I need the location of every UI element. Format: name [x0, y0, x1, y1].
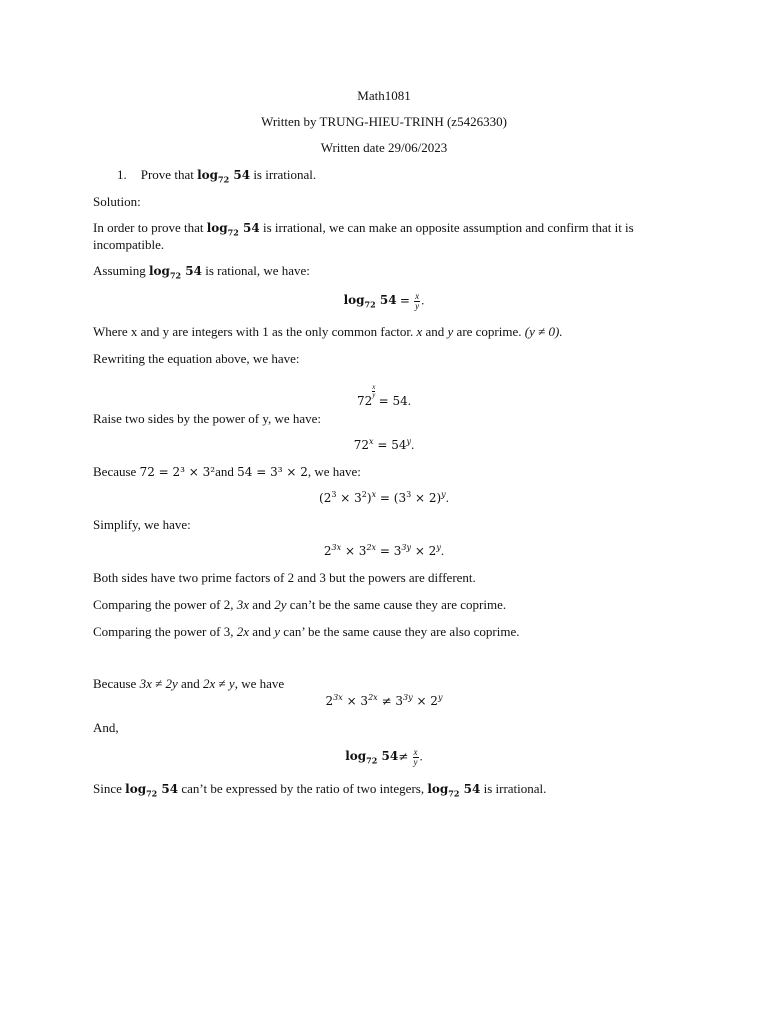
- log-expression: $\log_{72} 54$: [148, 264, 202, 281]
- assumption-line: Assuming $\log_{72} 54$ is rational, we have:: [93, 263, 310, 281]
- intro-paragraph-line2: incompatible.: [93, 237, 165, 252]
- course-title: Math1081: [357, 88, 411, 103]
- equation-power-form: 72 $\frac{x}{y}$ = 54.: [356, 383, 412, 408]
- conclusion-line: Since $\log_{72} 54$ can’t be expressed by the ratio of two integers, $\log_{72} 54$ is irrational.: [93, 781, 547, 799]
- simplify-line: Simplify, we have:: [93, 517, 191, 532]
- intro-paragraph-line1: In order to prove that $\log_{72} 54$ is irrational, we can make an opposite assumption and confirm that it is: [93, 220, 634, 238]
- prime-factors-line: Both sides have two prime factors of 2 and 3 but the powers are different.: [93, 570, 476, 585]
- rewrite-line: Rewriting the equation above, we have:: [93, 351, 300, 366]
- log-expression: $\log_{72} 54$: [206, 221, 260, 238]
- and-label: And,: [93, 720, 119, 735]
- equation-log-ratio: $\log_{72} 54$ = $\frac{x}{y}$ .: [343, 291, 425, 311]
- where-line: Where x and y are integers with 1 as the only common factor. x and y are coprime. (y ≠ 0).: [93, 324, 563, 339]
- log-expression: $\log_{72} 54$: [125, 782, 179, 799]
- question-number: 1.: [117, 167, 127, 182]
- inequality-statement-line: Because 3x ≠ 2y and 2x ≠ y, we have: [93, 676, 285, 691]
- author-line: Written by TRUNG-HIEU-TRINH (z5426330): [261, 114, 507, 129]
- compare-power-3-line: Comparing the power of 3, 2x and y can’ be the same cause they are also coprime.: [93, 624, 520, 639]
- question-prefix: Prove that: [140, 167, 198, 182]
- fraction-x-over-y: $\frac{x}{y}$: [415, 291, 420, 311]
- question-item: [117, 167, 316, 183]
- equation-simplified: $2^{3x} \times 3^{2x} = 3^{3y} \times 2^y$.: [323, 543, 445, 558]
- raise-line: Raise two sides by the power of y, we have:: [93, 411, 322, 426]
- log-expression: $\log_{72} 54$: [427, 782, 481, 799]
- inequality-log-ratio: $\log_{72} 54\ne$ $\frac{x}{y}$ .: [345, 747, 423, 767]
- inequality-equation: $2^{3x} \times 3^{2x} \ne 3^{3y} \times 2^y$: [325, 693, 443, 708]
- compare-power-2-line: Comparing the power of 2, 3x and 2y can’t be the same cause they are coprime.: [93, 597, 507, 612]
- equation-factored: $(2^3 \times 3^2)^x = (3^3 \times 2)^y$.: [319, 490, 449, 505]
- log-expression: $\log_{72} 54$: [197, 168, 251, 185]
- equation-raised: $72^x = 54^y$.: [353, 437, 415, 452]
- factorization-line: Because 72 = 2³ × 3²and 54 = 3³ × 2, we have:: [93, 464, 361, 479]
- date-line: Written date 29/06/2023: [320, 140, 448, 155]
- fraction-x-over-y: $\frac{x}{y}$: [413, 747, 418, 767]
- exponent-fraction: $\frac{x}{y}$: [372, 383, 376, 399]
- solution-label: Solution:: [93, 194, 141, 209]
- question-suffix: is irrational.: [250, 167, 317, 182]
